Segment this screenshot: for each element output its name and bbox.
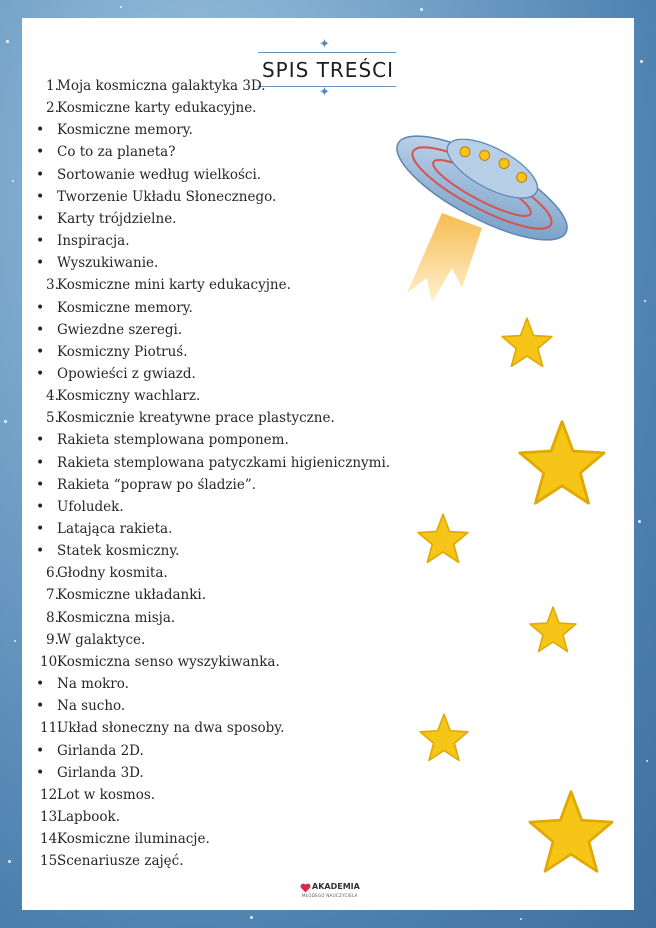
toc-label: W galaktyce. [57, 631, 146, 648]
toc-label: Ufoludek. [57, 498, 124, 515]
star-icon [526, 788, 616, 874]
logo-name: AKADEMIA [312, 882, 360, 891]
title-divider-top [258, 52, 396, 53]
publisher-logo [284, 882, 374, 904]
star-ornament-icon: ✦ [319, 85, 330, 100]
toc-label: Girlanda 2D. [57, 742, 144, 759]
toc-label: Kosmiczna misja. [57, 609, 176, 626]
toc-bullet: • [36, 698, 45, 715]
toc-number: 11. [40, 720, 62, 737]
toc-label: Kosmiczna senso wyszykiwanka. [57, 653, 280, 670]
toc-label: Kosmicznie kreatywne prace plastyczne. [57, 410, 335, 427]
toc-label: Na mokro. [57, 676, 129, 693]
toc-label: Rakieta “popraw po śladzie”. [57, 476, 257, 493]
toc-label: Lapbook. [57, 808, 121, 825]
toc-label: Kosmiczny Piotruś. [57, 343, 188, 360]
toc-label: Tworzenie Układu Słonecznego. [57, 188, 277, 205]
toc-bullet: • [36, 255, 45, 272]
toc-bullet: • [36, 188, 45, 205]
toc-label: Układ słoneczny na dwa sposoby. [57, 720, 285, 737]
toc-bullet: • [36, 365, 45, 382]
toc-label: Karty trójdzielne. [57, 210, 177, 227]
star-icon [500, 316, 554, 368]
toc-label: Kosmiczne mini karty edukacyjne. [57, 277, 291, 294]
toc-label: Moja kosmiczna galaktyka 3D. [57, 78, 266, 94]
toc-number: 15. [40, 853, 62, 870]
toc-bullet: • [36, 476, 45, 493]
toc-number: 9. [46, 631, 59, 648]
toc-label: Sortowanie według wielkości. [57, 166, 262, 183]
toc-label: Inspiracja. [57, 233, 130, 250]
page-title: SPIS TREŚCI [261, 58, 394, 82]
toc-label: Opowieści z gwiazd. [57, 365, 196, 382]
toc-label: Wyszukiwanie. [57, 255, 159, 272]
toc-bullet: • [36, 343, 45, 360]
toc-label: Kosmiczny wachlarz. [57, 388, 201, 405]
toc-number: 1. [46, 78, 59, 94]
toc-number: 2. [46, 100, 59, 117]
toc-label: Girlanda 3D. [57, 764, 144, 781]
toc-number: 5. [46, 410, 59, 427]
toc-number: 4. [46, 388, 59, 405]
toc-bullet: • [36, 498, 45, 515]
toc-label: Głodny kosmita. [57, 565, 168, 582]
toc-bullet: • [36, 144, 45, 161]
toc-label: Kosmiczne karty edukacyjne. [57, 100, 257, 117]
star-icon [416, 512, 470, 564]
star-icon [528, 604, 578, 654]
toc-number: 14. [40, 831, 62, 848]
logo-subtitle: MŁODEGO NAUCZYCIELA [302, 893, 358, 898]
toc-label: Kosmiczne iluminacje. [57, 831, 210, 848]
toc-number: 12. [40, 786, 62, 803]
toc-number: 8. [46, 609, 59, 626]
ufo-illustration [372, 118, 572, 318]
toc-label: Kosmiczne memory. [57, 299, 193, 316]
toc-bullet: • [36, 676, 45, 693]
toc-number: 7. [46, 587, 59, 604]
toc-label: Latająca rakieta. [57, 521, 173, 537]
toc-number: 10. [40, 653, 62, 670]
toc-bullet: • [36, 454, 45, 471]
toc-bullet: • [36, 432, 45, 449]
toc-number: 6. [46, 565, 59, 582]
toc-number: 13. [40, 808, 62, 825]
toc-label: Rakieta stemplowana patyczkami higienicznymi. [57, 454, 391, 471]
star-icon [516, 418, 608, 506]
page-card [22, 18, 634, 910]
toc-label: Statek kosmiczny. [57, 543, 180, 560]
toc-bullet: • [36, 166, 45, 183]
toc-number: 3. [46, 277, 59, 294]
toc-bullet: • [36, 233, 45, 250]
toc-bullet: • [36, 210, 45, 227]
toc-bullet: • [36, 321, 45, 338]
toc-bullet: • [36, 122, 45, 139]
toc-bullet: • [36, 764, 45, 781]
toc-label: Rakieta stemplowana pomponem. [57, 432, 289, 449]
toc-label: Scenariusze zajęć. [57, 853, 184, 870]
toc-bullet: • [36, 543, 45, 560]
toc-label: Kosmiczne układanki. [57, 587, 207, 604]
toc-label: Co to za planeta? [57, 144, 176, 161]
heart-icon [300, 883, 311, 893]
star-icon [418, 712, 470, 762]
toc-label: Kosmiczne memory. [57, 122, 193, 139]
toc-label: Lot w kosmos. [57, 786, 156, 803]
toc-bullet: • [36, 521, 45, 537]
toc-label: Na sucho. [57, 698, 126, 715]
toc-bullet: • [36, 742, 45, 759]
toc-bullet: • [36, 299, 45, 316]
star-ornament-icon: ✦ [319, 37, 330, 52]
toc-label: Gwiezdne szeregi. [57, 321, 183, 338]
